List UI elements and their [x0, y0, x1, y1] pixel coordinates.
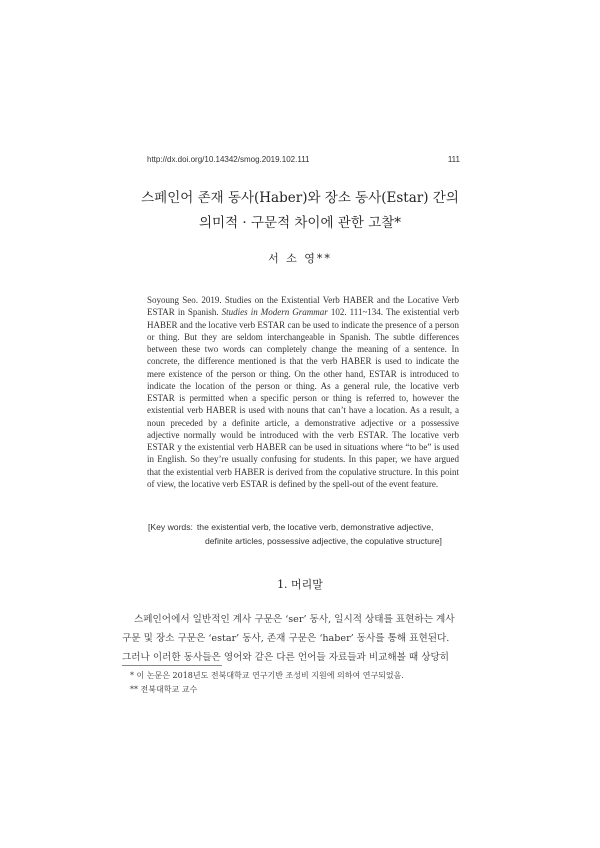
- abstract: [147, 294, 459, 490]
- journal-name: Studies in Modern Grammar: [221, 307, 328, 318]
- abstract-text: The existential verb HABER and the locative verb ESTAR can be used to indicate the presence of a person or thing. But they are seldom interchangeable in Spanish. The subtle differences between these two words can completely change the meaning of a sentence. In concrete, the difference mentioned is that the verb HABER is used to indicate the mere existence of the person or thing. On the other hand, ESTAR is introduced to indicate the location of the person or thing. As a general rule, the locative verb ESTAR is permitted when a specific person or thing is referred to, however the existential verb HABER is used with nouns that can’t have a location. As a result, a noun preceded by a definite article, a demonstrative adjective or a possessive adjective normally would be introduced with the verb ESTAR. The locative verb ESTAR y the existential verb HABER can be used in situations where “to be” is used in English. So they’re usually confusing for students. In this paper, we have argued that the existential verb HABER is derived from the copulative structure. In this point of view, the locative verb ESTAR is defined by the spell-out of the event feature.: [147, 307, 459, 489]
- body-text: [122, 610, 478, 667]
- body-line-2: 구문 및 장소 구문은 ‘estar’ 동사, 존재 구문은 ‘haber’ 동사를 통해 표현된다.: [122, 633, 450, 644]
- page-number: 111: [447, 155, 460, 164]
- body-line-3: 그러나 이러한 동사들은 영어와 같은 다른 언어들 자료들과 비교해볼 때 상당히: [122, 652, 450, 663]
- keywords-line-2: definite articles, possessive adjective, the copulative structure]: [205, 536, 442, 546]
- footnote-divider: [122, 665, 222, 666]
- doi-link[interactable]: http://dx.doi.org/10.14342/smog.2019.102.111: [147, 155, 310, 164]
- section-heading: 1. 머리말: [277, 578, 323, 591]
- footnote-2: ** 전북대학교 교수: [130, 685, 198, 694]
- keywords-line-1: the existential verb, the locative verb, demonstrative adjective,: [196, 522, 434, 532]
- author-name: 서 소 영**: [268, 252, 332, 265]
- keywords-row: [148, 520, 460, 534]
- keywords-label: [Key words:: [148, 522, 193, 532]
- paper-title-line-1: 스페인어 존재 동사(Haber)와 장소 동사(Estar) 간의: [141, 190, 459, 206]
- keywords-block: [148, 520, 460, 548]
- paper-title-line-2: 의미적 · 구문적 차이에 관한 고찰*: [198, 215, 402, 231]
- body-line-1: 스페인어에서 일반적인 계사 구문은 ‘ser’ 동사, 일시적 상태를 표현하는 계사: [134, 614, 455, 625]
- footnote-1: * 이 논문은 2018년도 전북대학교 연구기반 조성비 지원에 의하여 연구되었음.: [130, 671, 404, 680]
- abstract-citation: Soyoung Seo. 2019. Studies on the Existential Verb HABER and the Locative Verb ESTAR in Spanish.: [147, 295, 459, 318]
- abstract-paragraph: [147, 294, 459, 490]
- footnotes: [130, 669, 470, 697]
- abstract-citation-pages: 102. 111~134.: [327, 307, 386, 318]
